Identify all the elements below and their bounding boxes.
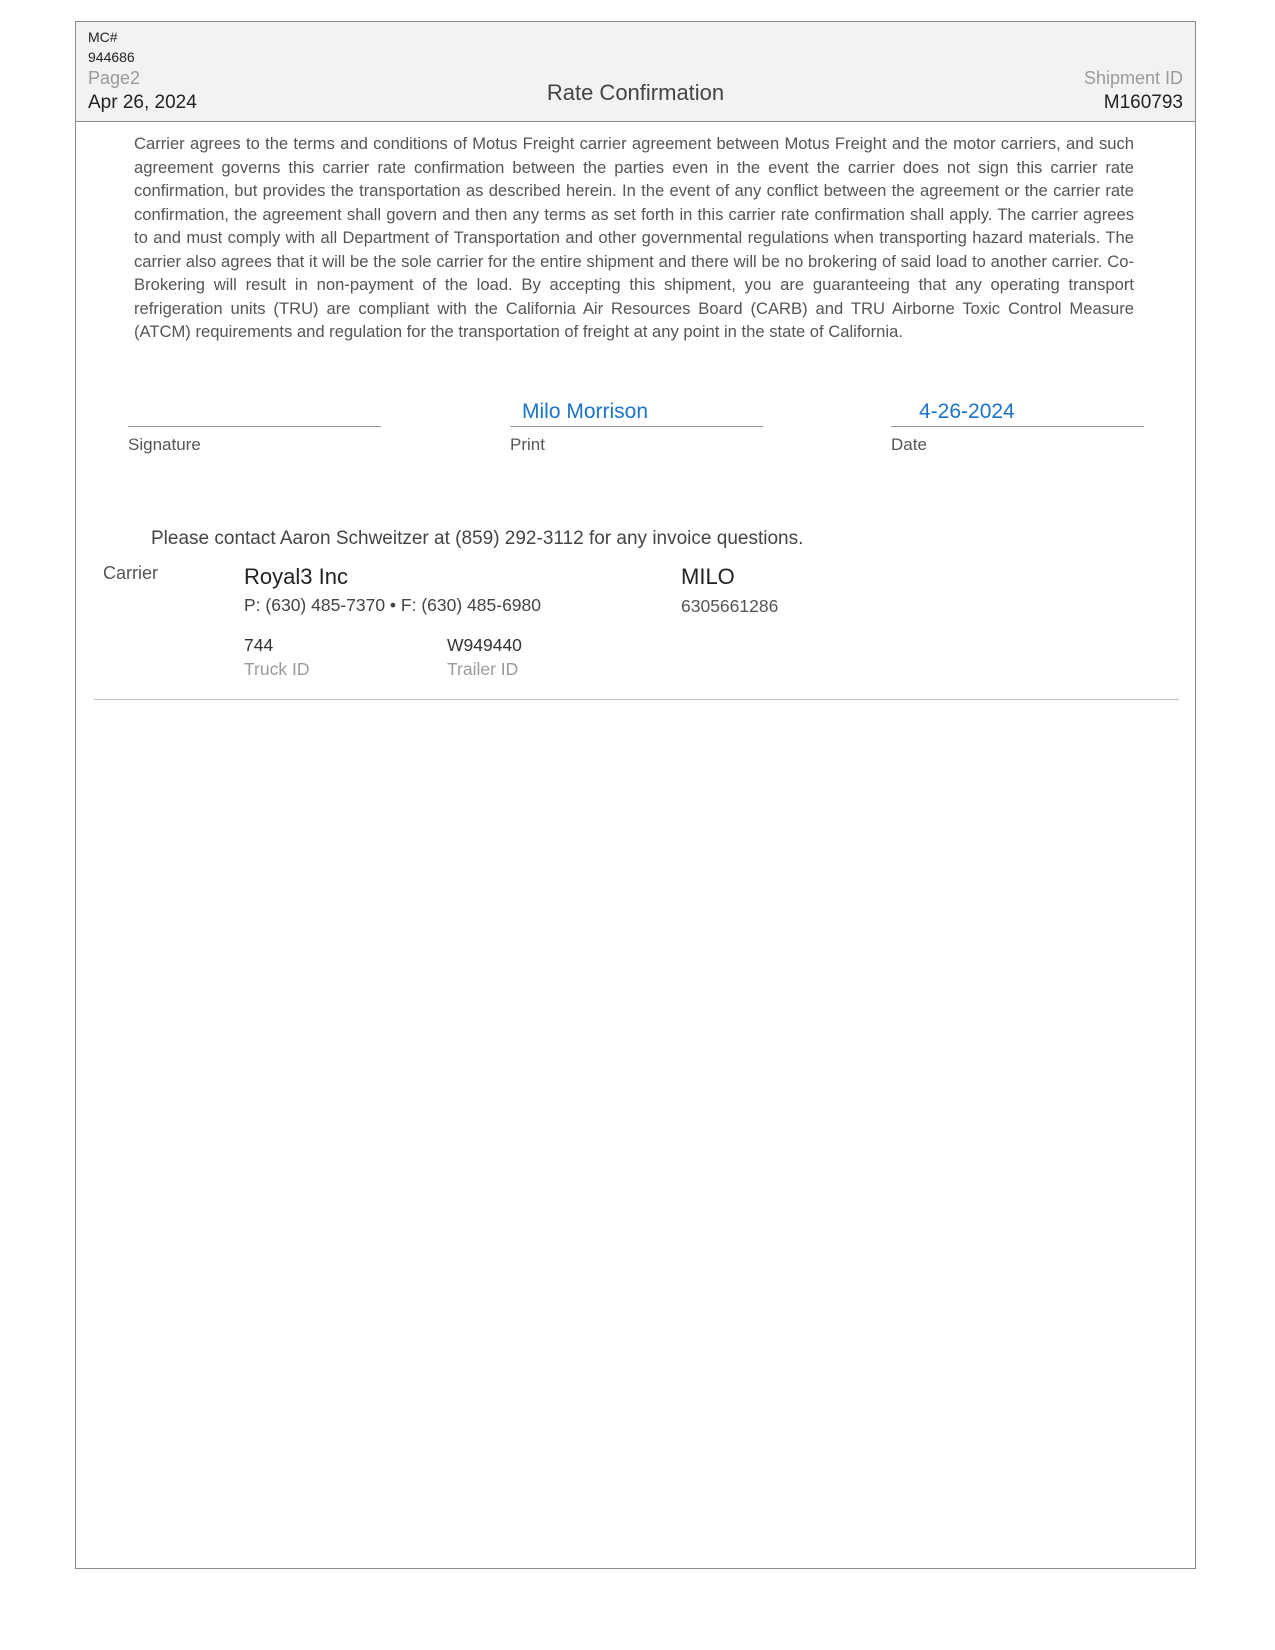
sign-date-field[interactable]	[891, 392, 1144, 455]
trailer-id-label: Trailer ID	[447, 659, 519, 679]
document-date: Apr 26, 2024	[88, 92, 197, 113]
carrier-name: Royal3 Inc	[244, 564, 348, 589]
shipment-id-label: Shipment ID	[1083, 68, 1183, 88]
carrier-label: Carrier	[103, 563, 159, 583]
print-name-line[interactable]	[510, 392, 763, 427]
sign-date-line[interactable]	[891, 392, 1144, 427]
signature-caption: Signature	[128, 435, 201, 454]
sign-date-caption: Date	[891, 435, 927, 454]
carrier-phones: P: (630) 485-7370 • F: (630) 485-6980	[244, 595, 542, 615]
mc-label: MC#	[88, 29, 118, 45]
section-divider	[94, 699, 1179, 700]
print-name-field[interactable]	[510, 392, 763, 455]
truck-id-label: Truck ID	[244, 659, 310, 679]
print-name-caption: Print	[510, 435, 545, 454]
sign-date-value: 4-26-2024	[919, 400, 1015, 423]
mc-number: 944686	[88, 49, 135, 65]
page-number: Page2	[88, 68, 141, 88]
shipment-id-value: M160793	[1103, 92, 1183, 113]
page-title: Rate Confirmation	[546, 80, 725, 105]
driver-name: MILO	[681, 564, 735, 589]
signature-line[interactable]	[128, 392, 381, 427]
trailer-id-value: W949440	[447, 635, 522, 655]
header-bar	[76, 22, 1195, 122]
terms-paragraph: Carrier agrees to the terms and conditions of Motus Freight carrier agreement between Motus Freight and the motor carriers, and such agreement governs this carrier rate confirmation between the parties even in the event the carrier does not sign this carrier rate confirmation, but provides the transportation as described herein. In the event of any conflict between the agreement or the carrier rate confirmation, the agreement shall govern and then any terms as set forth in this carrier rate confirmation shall apply. The carrier agrees to and must comply with all Department of Transportation and other governmental regulations when transporting hazard materials. The carrier also agrees that it will be the sole carrier for the entire shipment and there will be no brokering of said load to another carrier. Co-Brokering will result in non-payment of the load. By accepting this shipment, you are guaranteeing that any operating transport refrigeration units (TRU) are compliant with the California Air Resources Board (CARB) and TRU Airborne Toxic Control Measure (ATCM) requirements and regulation for the transportation of freight at any point in the state of California.	[134, 134, 1134, 341]
invoice-contact-note: Please contact Aaron Schweitzer at (859) 292-3112 for any invoice questions.	[151, 528, 804, 549]
driver-phone: 6305661286	[681, 596, 779, 616]
truck-id-value: 744	[244, 635, 274, 655]
document-page	[75, 21, 1196, 1569]
signature-field[interactable]	[128, 392, 381, 455]
print-name-value: Milo Morrison	[522, 400, 649, 423]
